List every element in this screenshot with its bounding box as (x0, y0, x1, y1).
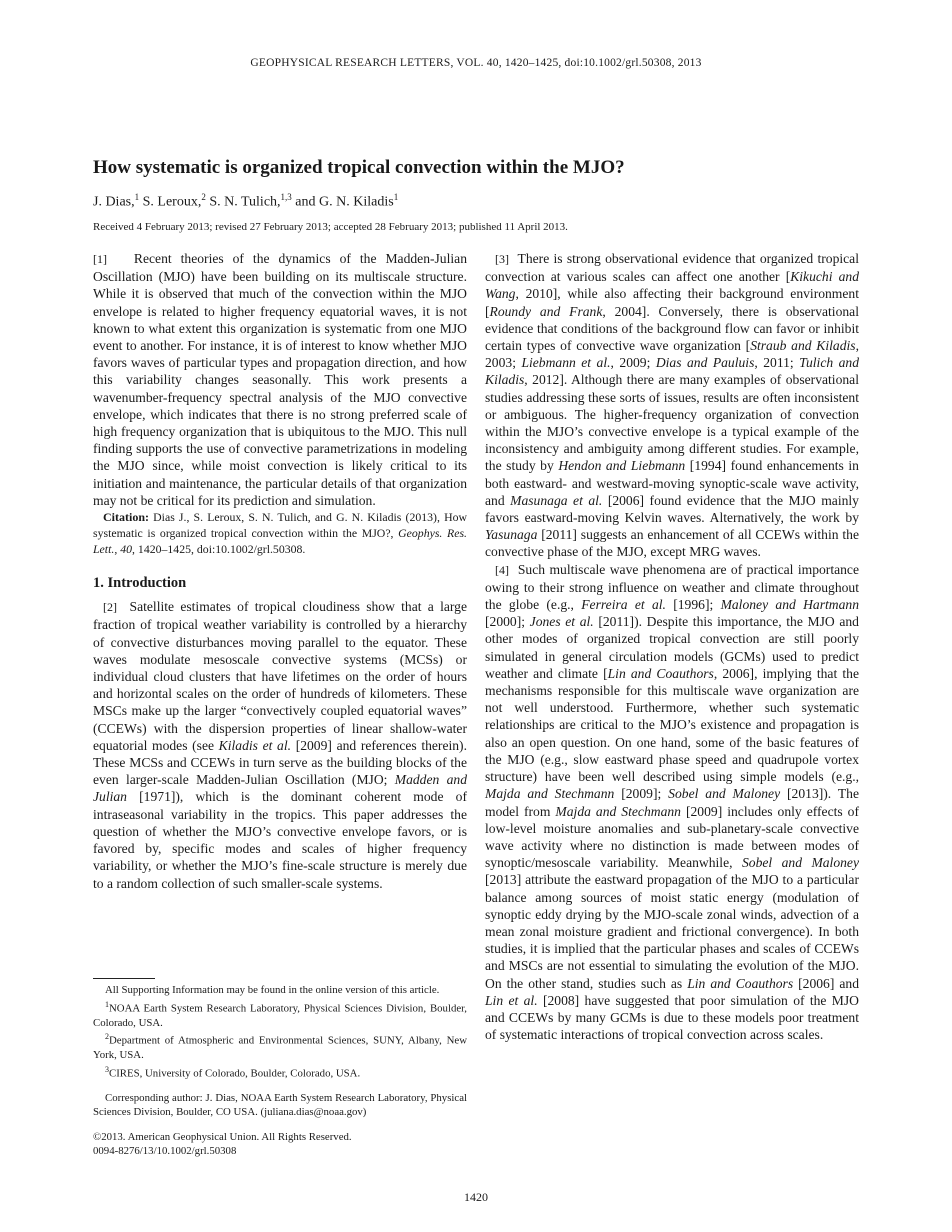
footnote-affiliation-3 (93, 1063, 467, 1081)
footnote-affiliation-2 (93, 1030, 467, 1063)
reference-link[interactable]: Roundy and Frank (489, 303, 603, 319)
affiliation-marker: 1 (393, 192, 399, 202)
footnote-supporting: All Supporting Information may be found in the online version of this article. (105, 984, 440, 996)
author-name: S. Leroux, (142, 194, 202, 210)
body-text: , 2011; (754, 355, 794, 371)
body-text: , 2012]. Although there are many examples of observational studies addressing these sorts of issues, results are often inconsistent or ambiguous. The higher-frequency organization of convection within the MJO’s convective envelope is a typical example of the inconsistency and ambiguity among different studies. For example, the study by (485, 372, 859, 474)
affiliation-marker: 3 (105, 1064, 109, 1074)
body-text: Satellite estimates of tropical cloudiness show that a large fraction of tropical weather variability is controlled by a hierarchy of convective disturbances moving parallel to the equator. These waves modulate mesoscale convective systems (MCSs) or individual cloud clusters that have lifetimes on the order of hours and horizontal scales on the order of hundreds of kilometers. These MSCs make up the larger “convectively coupled equatorial waves” (CCEWs) with the dispersion properties of linear shallow-water equatorial modes (see (93, 599, 468, 753)
author-name: and G. N. Kiladis (295, 194, 394, 210)
reference-link[interactable]: Jones et al. (529, 614, 594, 630)
author-list (93, 192, 398, 211)
body-text: [2009] and references therein). These MCSs and CCEWs in turn serve as the building blocks of the even larger-scale Madden-Julian Oscillation (MJO; (93, 737, 467, 788)
author-name: J. Dias, (93, 194, 135, 210)
body-text: , 2006], implying that the mechanisms responsible for this multiscale wave organization are not well understood. Furthermore, whether such systematic relationships are critical to the MJO’s existence and propagation is also an open question. On one hand, some of the basic features of the MJO (e.g., slow eastward phase speed and quadrupole vortex structure) have been well described using simple models (e.g., (485, 665, 859, 785)
copyright-line: ©2013. American Geophysical Union. All Rights Reserved. (93, 1130, 352, 1143)
body-text: [2008] have suggested that poor simulation of the MJO and CCEWs by many GCMs is due to these models poor treatment of systematic interactions of tropical convection across scales. (485, 992, 859, 1043)
reference-link[interactable]: Straub and Kiladis (750, 338, 856, 354)
reference-link[interactable]: Madden and Julian (93, 772, 467, 805)
body-text: , 2010], while also affecting their background environment [ (485, 286, 859, 319)
affiliation-marker: 1 (105, 999, 109, 1009)
body-text: [2013]). The model from (485, 786, 859, 819)
reference-link[interactable]: Majda and Stechmann (555, 803, 681, 819)
running-head: GEOPHYSICAL RESEARCH LETTERS, VOL. 40, 1420–1425, doi:10.1002/grl.50308, 2013 (250, 57, 702, 69)
citation-pages: , 1420–1425, doi:10.1002/grl.50308. (132, 542, 306, 557)
reference-link[interactable]: Kiladis et al. (218, 737, 292, 753)
section-heading: 1. Introduction (93, 575, 187, 592)
body-text: [1996]; (673, 597, 714, 613)
affiliation-text: CIRES, University of Colorado, Boulder, Colorado, USA. (109, 1067, 361, 1080)
reference-link[interactable]: Maloney and Hartmann (720, 597, 859, 613)
paragraph-number: [3] (495, 252, 509, 266)
reference-link[interactable]: Liebmann et al. (521, 355, 611, 371)
citation-label: Citation: (103, 510, 149, 525)
citation-block: Citation: Dias J., S. Leroux, S. N. Tulich, and G. N. Kiladis (2013), How systematic is organized tropical convection within the MJO?, Geophys. Res. Lett., 40, 1420–1425, doi:10.1002/grl.50308. (93, 510, 467, 557)
body-text: There is strong observational evidence that organized tropical convection at various scales can affect one another [ (485, 251, 859, 285)
affiliation-text: NOAA Earth System Research Laboratory, Physical Sciences Division, Boulder, Colorado, USA. (93, 1002, 467, 1029)
reference-link[interactable]: Hendon and Liebmann (558, 458, 686, 474)
affiliation-marker: 2 (105, 1032, 109, 1042)
body-paragraph (485, 561, 859, 1044)
body-text: Such multiscale wave phenomena are of practical importance owing to their strong influence on weather and climate throughout the globe (e.g., (485, 561, 860, 613)
left-column (93, 250, 467, 892)
reference-link[interactable]: Kikuchi and Wang (485, 269, 859, 302)
body-text: [2009] includes only effects of low-level moisture anomalies and sub-planetary-scale convective wave activity where no distinction is made between modes of synoptic/mesoscale variability. Meanwhile, (485, 803, 860, 871)
body-text: , 2004]. Conversely, there is observational evidence that conditions of the background flow can favor or inhibit certain types of convective wave organization [ (485, 303, 859, 354)
citation-journal: Geophys. Res. Lett. (93, 526, 467, 557)
right-column (485, 250, 859, 1043)
doi-line: 0094-8276/13/10.1002/grl.50308 (93, 1145, 237, 1158)
footnote-rule (93, 978, 155, 979)
body-text: [1971]), which is the dominant coherent mode of intraseasonal variability in the tropics. This paper addresses the question of whether the MJO’s convective envelope favors, or is favored by, specific modes and scales of higher frequency variability, or whether the MJO’s fine-scale structure is merely due to a random collection of such smaller-scale systems. (93, 789, 467, 891)
paragraph-number: [2] (103, 600, 117, 615)
body-paragraph (93, 598, 467, 891)
reference-link[interactable]: Lin and Coauthors (687, 975, 794, 991)
author-name: S. N. Tulich, (209, 194, 281, 210)
reference-link[interactable]: Lin and Coauthors (607, 665, 714, 681)
body-text: [2006] found evidence that the MJO mainly favors eastward-moving Kelvin waves. Alternatively, the work by (485, 492, 859, 526)
reference-link[interactable]: Yasunaga (485, 527, 538, 543)
reference-link[interactable]: Dias and Pauluis (655, 355, 755, 371)
affiliation-text: Department of Atmospheric and Environmental Sciences, SUNY, Albany, New York, USA. (93, 1034, 467, 1062)
footnotes (93, 978, 467, 1159)
body-text: [1994] found enhancements in both eastward- and westward-moving synoptic-scale wave activity, and (485, 458, 859, 508)
reference-link[interactable]: Ferreira et al. (581, 597, 666, 613)
citation-volume: 40 (120, 542, 133, 557)
body-text: , 2003; (485, 338, 859, 371)
body-text: [2006] and (798, 975, 859, 991)
body-text: [2009]; (621, 786, 662, 802)
publication-dates: Received 4 February 2013; revised 27 February 2013; accepted 28 February 2013; published 11 April 2013. (93, 221, 568, 233)
affiliation-marker: 1,3 (280, 192, 292, 202)
citation-text: Dias J., S. Leroux, S. N. Tulich, and G. N. Kiladis (2013), How systematic is organized tropical convection within the MJO?, (93, 510, 467, 541)
abstract-paragraph (93, 250, 467, 509)
affiliation-marker: 2 (201, 192, 206, 202)
body-text: [2013] attribute the eastward propagation of the MJO to a particular balance among sources of moist static energy (modulation of synoptic eddy drying by the MJO-scale zonal winds, advection of a mean zonal moisture gradient and frictional convergence). In both studies, it is implied that the particular phases and scales of CCEWs and MSCs are not essential to simulating the evolution of the MJO. On the other stand, studies such as (485, 872, 859, 991)
body-text: [2000]; (485, 614, 526, 630)
reference-link[interactable]: Tulich and Kiladis (485, 355, 859, 388)
body-text: [2011] suggests an enhancement of all CCEWs within the convective phase of the MJO, except MRG waves. (485, 527, 859, 560)
body-text: [2011]). Despite this importance, the MJO and other modes of organized tropical convection are still poorly simulated in general circulation models (GCMs) used to predict weather and climate [ (485, 614, 859, 681)
footnote-affiliation-1 (93, 998, 467, 1031)
body-text: , 2009; (610, 355, 651, 371)
body-paragraph (485, 250, 859, 561)
page-number: 1420 (464, 1190, 488, 1204)
paragraph-number: [1] (93, 252, 107, 266)
reference-link[interactable]: Majda and Stechmann (485, 786, 615, 802)
affiliation-marker: 1 (134, 192, 140, 202)
reference-link[interactable]: Masunaga et al. (510, 492, 603, 508)
reference-link[interactable]: Sobel and Maloney (741, 855, 859, 871)
reference-link[interactable]: Lin et al. (485, 992, 538, 1008)
paragraph-number: [4] (495, 562, 509, 577)
corresponding-author: Corresponding author: J. Dias, NOAA Earth System Research Laboratory, Physical Sciences Division, Boulder, CO USA. (juliana.dias@noaa.gov) (93, 1091, 467, 1119)
article-title: How systematic is organized tropical convection within the MJO? (93, 157, 625, 178)
abstract-text: Recent theories of the dynamics of the Madden-Julian Oscillation (MJO) have been building on its multiscale structure. While it is observed that much of the convection within the MJO envelope is related to higher frequency equatorial waves, it is not known to what extent this organization is systematic from one MJO event to another. For instance, it is of interest to know whether MJO favors waves of particular types and propagation direction, and how this variability changes seasonally. This work presents a wavenumber-frequency spectral analysis of the MJO convective envelope, which indicates that there is no strong preferred scale of high frequency organization that is ubiquitous to the MJO. This null finding supports the use of convective parametrizations in modeling the MJO since, while moist convection is likely critical to its initiation and maintenance, the particular details of that organization may not be critical for its prediction and simulation. (93, 251, 467, 508)
reference-link[interactable]: Sobel and Maloney (668, 786, 781, 802)
